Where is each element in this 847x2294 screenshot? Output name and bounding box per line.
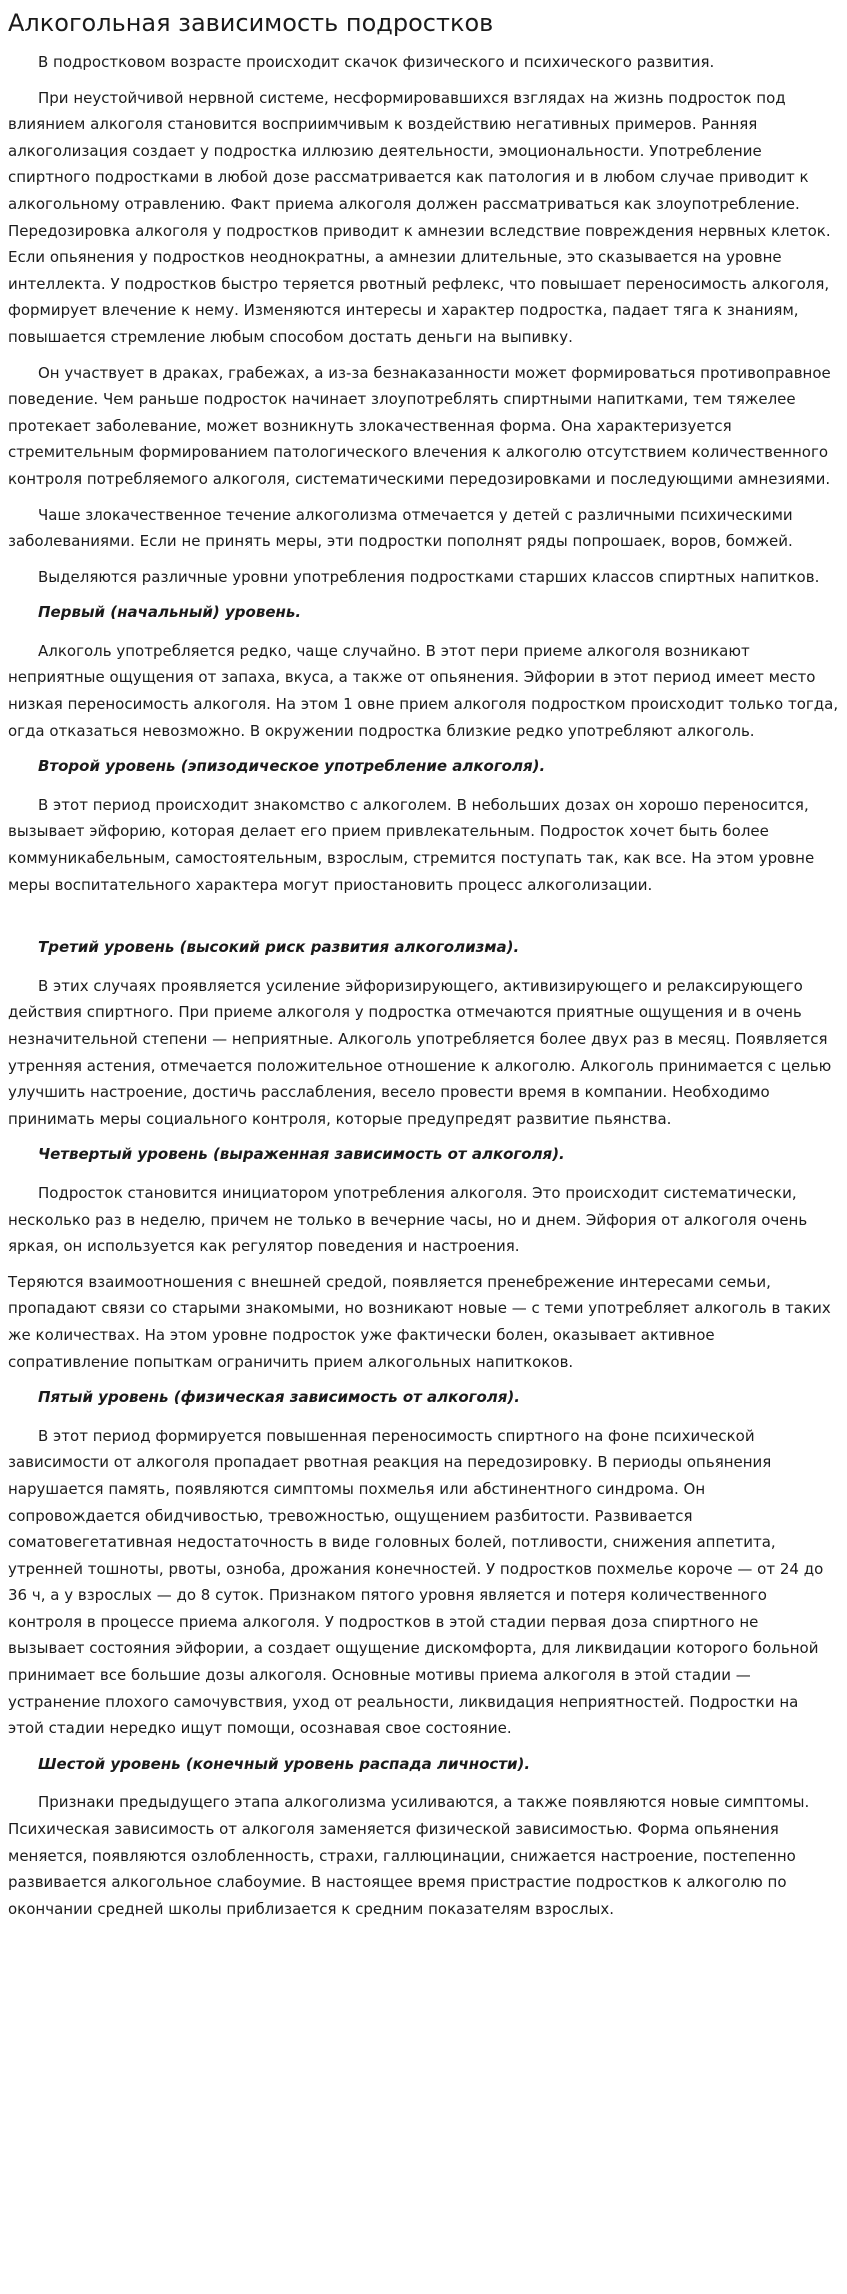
paragraph-nervous-system: При неустойчивой нервной системе, несформировавшихся взглядах на жизнь подросток под влиянием алкоголя становится восприимчивым к воздействию негативных примеров. Ранняя алкоголизация создает у подростка иллюзию деятельности, эмоциональности. Употребление спиртного подростками в любой дозе рассматривается как патология и в любом случае приводит к алкогольному отравлению. Факт приема алкоголя должен рассматриваться как злоупотребление. Передозировка алкоголя у подростков приводит к амнезии вследствие повреждения нервных клеток. Если опьянения у подростков неоднократны, а амнезии длительные, это сказывается на уровне интеллекта. У подростков быстро теряется рвотный рефлекс, что повышает переносимость алкоголя, формирует влечение к нему. Изменяются интересы и характер подростка, падает тяга к знаниям, повышается стремление любым способом достать деньги на выпивку. <box>8 88 831 346</box>
heading-level-3: Третий уровень (высокий риск развития алкоголизма). <box>38 938 520 957</box>
paragraph-behavior: Он участвует в драках, грабежах, а из-за безнаказанности может формироваться противоправное поведение. Чем раньше подросток начинает злоупотреблять спиртными напитками, тем тяжелее протекает заболевание, может возникнуть злокачественная форма. Она характеризуется стремительным формированием патологического влечения к алкоголю отсутствием количественного контроля потребляемого алкоголя, систематическими передозировками и последующими амнезиями. <box>8 363 831 488</box>
heading-level-6: Шестой уровень (конечный уровень распада личности). <box>38 1754 531 1773</box>
paragraph-malignant-course: Чаше злокачественное течение алкоголизма отмечается у детей с различными психическими заболеваниями. Если не принять меры, эти подростки пополнят ряды попрошаек, воров, бомжей. <box>8 505 793 551</box>
heading-level-1: Первый (начальный) уровень. <box>38 603 302 622</box>
heading-level-2: Второй уровень (эпизодическое употребление алкоголя). <box>38 757 546 776</box>
heading-level-5: Пятый уровень (физическая зависимость от алкоголя). <box>38 1388 520 1407</box>
paragraph-level-6: Признаки предыдущего этапа алкоголизма усиливаются, а также появляются новые симптомы. Психическая зависимость от алкоголя заменяется физической зависимостью. Форма опьянения меняется, появляются озлобленность, страхи, галлюцинации, снижается настроение, постепенно развивается алкогольное слабоумие. В настоящее время пристрастие подростков к алкоголю по окончании средней школы приблизается к средним показателям взрослых. <box>8 1793 810 1918</box>
heading-level-4: Четвертый уровень (выраженная зависимость от алкоголя). <box>38 1145 565 1164</box>
paragraph-level-4b: Теряются взаимоотношения с внешней средой, появляется пренебрежение интересами семьи, пропадают связи со старыми знакомыми, но возникают новые — с теми употребляет алкоголь в таких же количествах. На этом уровне подросток уже фактически болен, оказывает активное сопративление попыткам ограничить прием алкогольных напиткоков. <box>8 1272 831 1371</box>
page-title: Алкогольная зависимость подростков <box>8 9 494 37</box>
paragraph-intro: В подростковом возрасте происходит скачок физического и психического развития. <box>38 53 715 71</box>
paragraph-level-3: В этих случаях проявляется усиление эйфоризирующего, активизирующего и релаксирующего действия спиртного. При приеме алкоголя у подростка отмечаются приятные ощущения и в очень незначительной степени — неприятные. Алкоголь употребляется более двух раз в месяц. Появляется утренняя астения, отмечается положительное отношение к алкоголю. Алкоголь принимается с целью улучшить настроение, достичь расслабления, весело провести время в компании. Необходимо принимать меры социального контроля, которые предупредят развитие пьянства. <box>8 976 832 1128</box>
paragraph-level-5: В этот период формируется повышенная переносимость спиртного на фоне психической зависимости от алкоголя пропадает рвотная реакция на передозировку. В периоды опьянения нарушается память, появляются симптомы похмелья или абстинентного синдрома. Он сопровождается обидчивостью, тревожностью, ощущением разбитости. Развивается соматовегетативная недостаточность в виде головных болей, потливости, снижения аппетита, утренней тошноты, рвоты, озноба, дрожания конечностей. У подростков похмелье короче — от 24 до 36 ч, а у взрослых — до 8 суток. Признаком пятого уровня является и потеря количественного контроля в процессе приема алкоголя. У подростков в этой стадии первая доза спиртного не вызывает состояния эйфории, а создает ощущение дискомфорта, для ликвидации которого больной принимает все большие дозы алкоголя. Основные мотивы приема алкоголя в этой стадии — устранение плохого самочувствия, уход от реальности, ликвидация неприятностей. Подростки на этой стадии нередко ищут помощи, осознавая свое состояние. <box>8 1426 824 1738</box>
paragraph-levels-intro: Выделяются различные уровни употребления подростками старших классов спиртных напитков. <box>38 567 820 586</box>
paragraph-level-2: В этот период происходит знакомство с алкоголем. В небольших дозах он хорошо переносится, вызывает эйфорию, которая делает его прием привлекательным. Подросток хочет быть более коммуникабельным, самостоятельным, взрослым, стремится поступать так, как все. На этом уровне меры воспитательного характера могут приостановить процесс алкоголизации. <box>8 795 815 894</box>
paragraph-level-4a: Подросток становится инициатором употребления алкоголя. Это происходит систематически, несколько раз в неделю, причем не только в вечерние часы, но и днем. Эйфория от алкоголя очень яркая, он используется как регулятор поведения и настроения. <box>8 1183 808 1256</box>
paragraph-level-1: Алкоголь употребляется редко, чаще случайно. В этот пери приеме алкоголя возникают неприятные ощущения от запаха, вкуса, а также от опьянения. Эйфории в этот период имеет место низкая переносимость алкоголя. На этом 1 овне прием алкоголя подростком происходит только тогда, огда отказаться невозможно. В окружении подростка близкие редко употребляют алкоголь. <box>8 641 839 740</box>
